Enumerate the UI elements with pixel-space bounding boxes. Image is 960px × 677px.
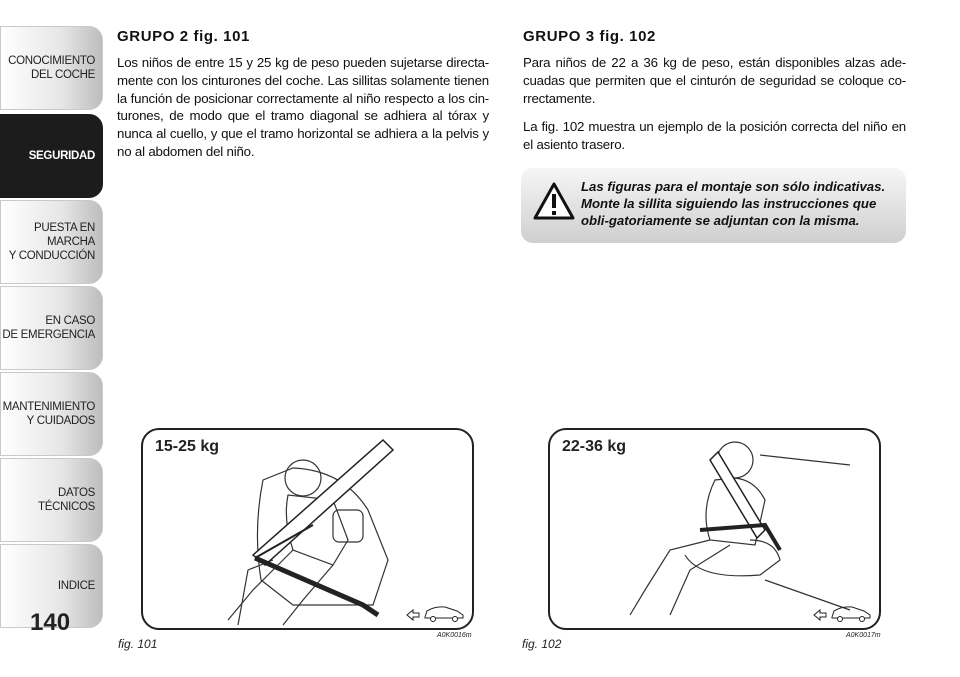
car-direction-icon: [405, 603, 467, 623]
tab-seguridad[interactable]: [0, 114, 103, 198]
tab-en-caso-de-emergencia[interactable]: [0, 286, 103, 370]
paragraph-grupo-3: Para niños de 22 a 36 kg de peso, están disponibles alzas ade-cuadas que permiten que el cinturón de seguridad se coloque co-rrectamente.: [523, 55, 906, 106]
tab-label-line1: MANTENIMIENTO: [2, 401, 95, 413]
tab-label-line1: CONOCIMIENTO: [8, 55, 95, 67]
heading-grupo-2: GRUPO 2 fig. 101: [117, 28, 250, 45]
figure-101-weight-label: 15-25 kg: [155, 438, 220, 455]
child-booster-cushion-illustration: [550, 430, 879, 628]
tab-conocimiento-del-coche[interactable]: [0, 26, 103, 110]
tab-puesta-en-marcha[interactable]: [0, 200, 103, 284]
figure-102: [548, 428, 881, 630]
page-number: 140: [30, 609, 71, 636]
tab-label-line2: DEL COCHE: [31, 69, 95, 81]
figure-102-weight-label: 22-36 kg: [562, 438, 627, 455]
figure-101-caption: fig. 101: [118, 637, 158, 651]
figure-101: [141, 428, 474, 630]
tab-label-line2: Y CONDUCCIÓN: [8, 250, 95, 262]
tab-mantenimiento[interactable]: [0, 372, 103, 456]
figure-102-caption: fig. 102: [522, 637, 562, 651]
warning-box: [521, 168, 906, 243]
warning-text: Las figuras para el montaje son sólo indicativas. Monte la sillita siguiendo las instrucciones que obli-gatoriamente se adjuntan con la misma.: [581, 179, 886, 228]
child-booster-seat-illustration: [143, 430, 472, 628]
tab-label-line1: PUESTA EN MARCHA: [34, 222, 95, 248]
paragraph-fig-102: La fig. 102 muestra un ejemplo de la posición correcta del niño en el asiento trasero.: [523, 119, 906, 152]
tab-datos-tecnicos[interactable]: [0, 458, 103, 542]
paragraph-grupo-2: Los niños de entre 15 y 25 kg de peso pueden sujetarse directa-mente con los cinturones del coche. Las sillitas solamente tienen la función de posicionar correctamente al niño respecto a los cin-turones, de modo que el tramo diagonal se adhiera al tórax y nunca al cuello, y que el tramo horizontal se adhiera a la pelvis y no al abdomen del niño.: [117, 55, 489, 159]
figure-102-code: A0K0017m: [846, 632, 881, 639]
tab-label-line2: DE EMERGENCIA: [2, 329, 95, 341]
tab-label-line2: Y CUIDADOS: [26, 415, 95, 427]
figure-101-code: A0K0016m: [437, 632, 472, 639]
tab-label-line1: SEGURIDAD: [28, 150, 95, 162]
warning-triangle-icon: [533, 182, 575, 220]
car-direction-icon: [812, 603, 874, 623]
heading-grupo-3: GRUPO 3 fig. 102: [523, 28, 656, 45]
tab-label-line1: INDICE: [57, 580, 95, 592]
tab-label-line1: DATOS TÉCNICOS: [37, 487, 95, 513]
tab-label-line1: EN CASO: [45, 315, 95, 327]
